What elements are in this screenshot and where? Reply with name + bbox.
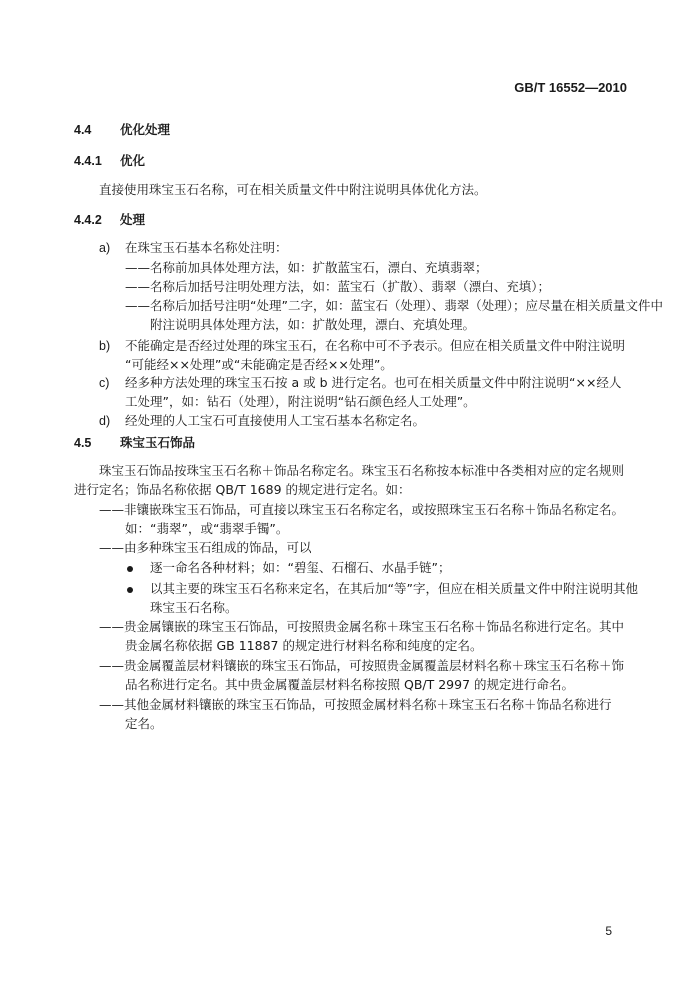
dash-item-continuation: 品名称进行定名。其中贵金属覆盖层材料名称按照 QB/T 2997 的规定进行命名。: [125, 677, 574, 692]
dash-item: ——贵金属覆盖层材料镶嵌的珠宝玉石饰品，可按照贵金属覆盖层材料名称＋珠宝玉石名称＋饰: [99, 658, 625, 673]
dash-item: ——由多种珠宝玉石组成的饰品，可以: [99, 540, 312, 555]
section-title: 优化处理: [120, 122, 171, 137]
page-number: 5: [605, 924, 612, 938]
dash-item: ——贵金属镶嵌的珠宝玉石饰品，可按照贵金属名称＋珠宝玉石名称＋饰品名称进行定名。其中: [99, 619, 625, 634]
paragraph-continuation: 进行定名；饰品名称依据 QB/T 1689 的规定进行定名。如：: [74, 482, 411, 497]
section-4-5-heading: [74, 435, 195, 451]
dash-item-continuation: 附注说明具体处理方法，如：扩散处理，漂白、充填处理。: [150, 317, 476, 332]
list-text: 不能确定是否经过处理的珠宝玉石，在名称中可不予表示。但应在相关质量文件中附注说明: [125, 338, 626, 353]
section-title: 优化: [120, 153, 146, 168]
dash-item: ——名称后加括号注明处理方法，如：蓝宝石（扩散）、翡翠（漂白、充填）；: [125, 279, 551, 294]
section-number: 4.5: [74, 436, 92, 450]
list-label: b): [99, 339, 111, 353]
bullet-item: 以其主要的珠宝玉石名称来定名，在其后加“等”字，但应在相关质量文件中附注说明其他: [150, 581, 638, 596]
dash-item: ——其他金属材料镶嵌的珠宝玉石饰品，可按照金属材料名称＋珠宝玉石名称＋饰品名称进行: [99, 697, 612, 712]
bullet-item: 逐一命名各种材料；如：“碧玺、石榴石、水晶手链”；: [150, 560, 451, 575]
section-4-4-1-heading: [74, 153, 145, 169]
section-number: 4.4.2: [74, 213, 102, 227]
list-item-b: [99, 338, 625, 354]
paragraph: 直接使用珠宝玉石名称，可在相关质量文件中附注说明具体优化方法。: [99, 182, 487, 197]
paragraph: 珠宝玉石饰品按珠宝玉石名称＋饰品名称定名。珠宝玉石名称按本标准中各类相对应的定名规则: [99, 463, 625, 478]
dash-item: ——名称后加括号注明“处理”二字，如：蓝宝石（处理）、翡翠（处理）；应尽量在相关质量文件中: [125, 298, 663, 313]
section-title: 处理: [120, 212, 146, 227]
section-4-4-2-heading: [74, 212, 145, 228]
bullet-item-continuation: 珠宝玉石名称。: [150, 600, 238, 615]
list-text: 在珠宝玉石基本名称处注明：: [125, 240, 288, 255]
list-continuation: 工处理”，如：钻石（处理），附注说明“钻石颜色经人工处理”。: [125, 394, 476, 409]
list-text: 经多种方法处理的珠宝玉石按 a 或 b 进行定名。也可在相关质量文件中附注说明“××经人: [125, 375, 622, 390]
list-item-c: [99, 375, 621, 391]
section-number: 4.4.1: [74, 154, 102, 168]
dash-item: ——非镶嵌珠宝玉石饰品，可直接以珠宝玉石名称定名，或按照珠宝玉石名称＋饰品名称定名。: [99, 502, 625, 517]
dash-item-continuation: 如：“翡翠”，或“翡翠手镯”。: [125, 521, 289, 536]
section-title: 珠宝玉石饰品: [120, 435, 196, 450]
list-label: a): [99, 241, 111, 255]
list-label: d): [99, 414, 111, 428]
dash-item-continuation: 贵金属名称依据 GB 11887 的规定进行材料名称和纯度的定名。: [125, 638, 483, 653]
list-text: 经处理的人工宝石可直接使用人工宝石基本名称定名。: [125, 413, 426, 428]
section-4-4-heading: [74, 122, 170, 138]
section-number: 4.4: [74, 123, 92, 137]
dash-item: ——名称前加具体处理方法，如：扩散蓝宝石，漂白、充填翡翠；: [125, 260, 488, 275]
bullet-icon: [127, 587, 133, 593]
standard-number: GB/T 16552—2010: [514, 80, 627, 95]
list-item-d: [99, 413, 425, 429]
list-continuation: “可能经××处理”或“未能确定是否经××处理”。: [125, 357, 393, 372]
list-item-a: [99, 240, 288, 256]
dash-item-continuation: 定名。: [125, 716, 163, 731]
list-label: c): [99, 376, 110, 390]
bullet-icon: [127, 566, 133, 572]
